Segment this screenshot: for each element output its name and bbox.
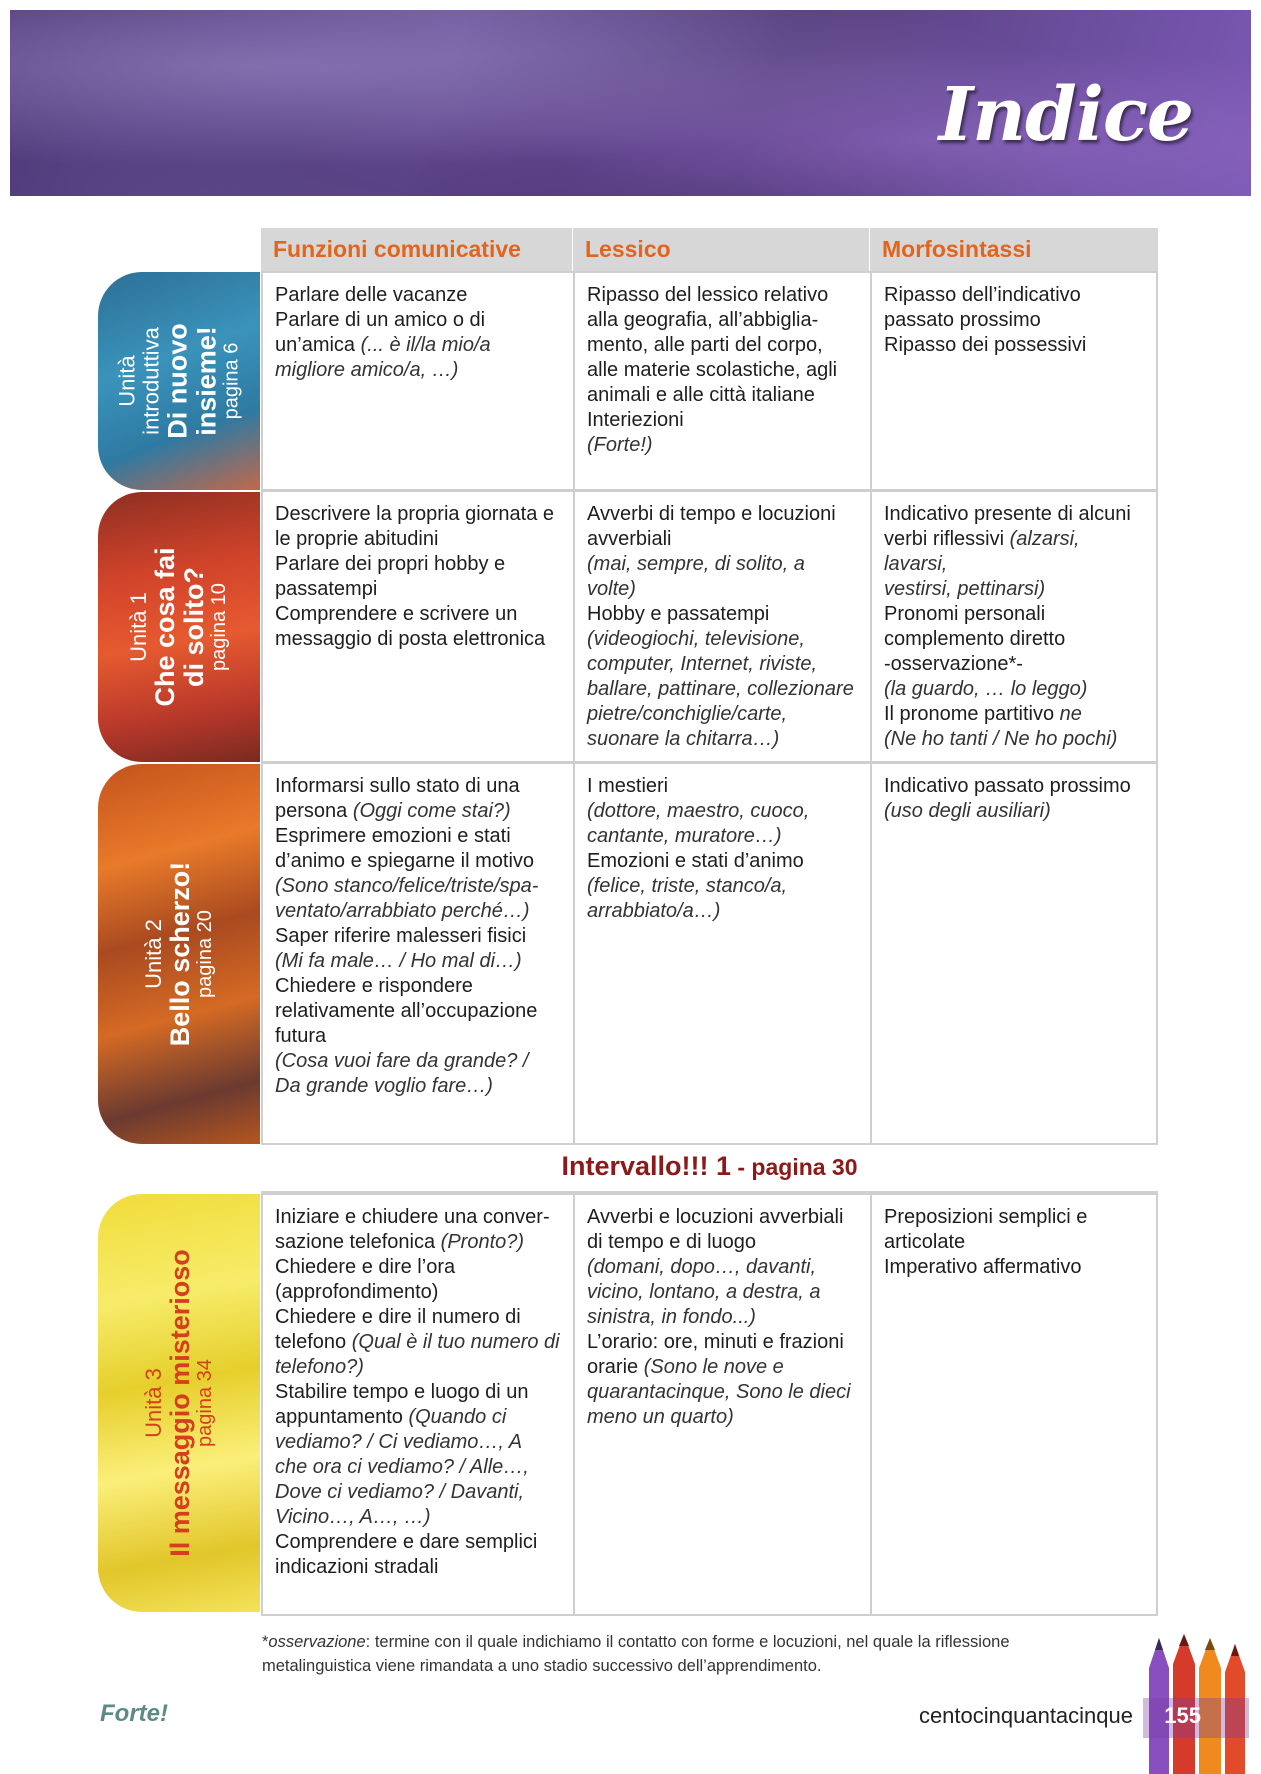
cell-line [587, 308, 858, 333]
line-text: mento, alle parti del corpo, [587, 334, 823, 356]
cell-line [587, 1330, 858, 1355]
line-italic: migliore amico/a, …) [275, 359, 459, 381]
intervallo-title: Intervallo!!! 1 [561, 1151, 731, 1181]
cell-line [884, 774, 1144, 799]
page-number: 155 [1164, 1703, 1201, 1728]
cell-line [884, 1255, 1144, 1280]
table-row [261, 762, 1158, 1145]
cell-line [275, 1380, 561, 1405]
cell-line [275, 1480, 561, 1505]
cell-funzioni [263, 273, 573, 489]
line-italic: (domani, dopo…, davanti, [587, 1256, 817, 1278]
cell-line [587, 677, 858, 702]
cell-line [275, 577, 561, 602]
cell-line [884, 308, 1144, 333]
cell-line [275, 333, 561, 358]
cell-line [275, 1280, 561, 1305]
line-text: Esprimere emozioni e stati [275, 825, 511, 847]
line-italic: (dottore, maestro, cuoco, [587, 800, 810, 822]
line-text: Indicativo presente di alcuni [884, 503, 1131, 525]
cell-line [275, 1205, 561, 1230]
cell-line [587, 1305, 858, 1330]
cell-morfosintassi [870, 764, 1156, 1143]
line-italic: (felice, triste, stanco/a, [587, 875, 788, 897]
cell-line [587, 824, 858, 849]
cell-line [587, 333, 858, 358]
line-italic: telefono?) [275, 1356, 364, 1378]
line-italic: Vicino…, A…, …) [275, 1506, 431, 1528]
cell-line [275, 1074, 561, 1099]
cell-morfosintassi [870, 273, 1156, 489]
line-italic: (Cosa vuoi fare da grande? / [275, 1050, 529, 1072]
table-row [261, 490, 1158, 763]
header-funzioni-comunicative: Funzioni comunicative [261, 228, 572, 271]
cell-line [275, 999, 561, 1024]
line-text: di tempo e di luogo [587, 1231, 757, 1253]
line-text: Avverbi di tempo e locuzioni [587, 503, 836, 525]
line-italic: (Sono stanco/felice/triste/spa- [275, 875, 539, 897]
line-text: Indicativo passato prossimo [884, 775, 1131, 797]
cell-line [275, 1555, 561, 1580]
line-text: animali e alle città italiane [587, 384, 815, 406]
cell-line [587, 1355, 858, 1380]
line-italic: vediamo? / Ci vediamo…, A [275, 1431, 523, 1453]
unit-label: Unità [114, 355, 140, 407]
cell-lessico [573, 273, 870, 489]
line-text: persona [275, 800, 348, 822]
line-text: Ripasso del lessico relativo [587, 284, 829, 306]
line-italic: vestirsi, pettinarsi) [884, 578, 1046, 600]
cell-line [275, 1405, 561, 1430]
cell-line [275, 627, 561, 652]
cell-line [275, 552, 561, 577]
cell-line [884, 727, 1144, 752]
cell-line [275, 527, 561, 552]
cell-line [884, 333, 1144, 358]
line-italic: (alzarsi, lavarsi, [884, 528, 1080, 575]
line-text: Informarsi sullo stato di una [275, 775, 520, 797]
cell-line [275, 308, 561, 333]
line-italic: (Qual è il tuo numero di [346, 1331, 560, 1353]
cell-line [275, 1355, 561, 1380]
line-text: passatempi [275, 578, 378, 600]
cell-line [587, 1280, 858, 1305]
cell-line [275, 1505, 561, 1530]
footnote [262, 1630, 1092, 1678]
unit-title-1: Il messaggio misterioso [164, 1249, 195, 1557]
cell-line [587, 358, 858, 383]
cell-line [275, 974, 561, 999]
cell-lessico [573, 1195, 870, 1614]
line-italic: vicino, lontano, a destra, a [587, 1281, 821, 1303]
cell-line [275, 1530, 561, 1555]
line-text: appuntamento [275, 1406, 403, 1428]
line-text: (approfondimento) [275, 1281, 439, 1303]
footnote-text: : termine con il quale indichiamo il contatto con forme e locuzioni, nel quale la riflessione metalinguistica viene rimandata a uno stadio successivo dell’apprendimento. [262, 1633, 1010, 1675]
cell-line [275, 358, 561, 383]
brand-logo: Forte! [100, 1700, 168, 1727]
cell-funzioni [263, 492, 573, 761]
line-text: passato prossimo [884, 309, 1041, 331]
line-text: articolate [884, 1231, 966, 1253]
cell-line [884, 702, 1144, 727]
cell-line [587, 502, 858, 527]
line-text: verbi riflessivi [884, 528, 1005, 550]
line-italic: (uso degli ausiliari) [884, 800, 1051, 822]
cell-line [275, 1305, 561, 1330]
line-italic: (Sono le nove e [638, 1356, 784, 1378]
unit-title-1: Di nuovo [161, 323, 192, 439]
line-text: Ripasso dell’indicativo [884, 284, 1081, 306]
unit-label: Unità 3 [140, 1368, 166, 1438]
cell-line [275, 1455, 561, 1480]
unit-tab-3[interactable] [98, 1194, 260, 1612]
unit-page: pagina 34 [193, 1359, 216, 1447]
line-text: Iniziare e chiudere una conver- [275, 1206, 550, 1228]
cell-line [275, 824, 561, 849]
cell-line [884, 1205, 1144, 1230]
line-italic: arrabbiato/a…) [587, 900, 721, 922]
line-text: le proprie abitudini [275, 528, 439, 550]
line-text: Comprendere e scrivere un [275, 603, 518, 625]
line-italic: (... è il/la mio/a [355, 334, 491, 356]
line-italic: Da grande voglio fare…) [275, 1075, 493, 1097]
header-banner [10, 10, 1251, 196]
unit-tab-intro[interactable] [98, 272, 260, 490]
line-text: Chiedere e rispondere [275, 975, 473, 997]
line-text: Preposizioni semplici e [884, 1206, 1088, 1228]
cell-line [275, 502, 561, 527]
line-text: indicazioni stradali [275, 1556, 439, 1578]
intervallo-heading [261, 1151, 1158, 1182]
cell-line [275, 1230, 561, 1255]
line-text: Interiezioni [587, 409, 684, 431]
line-italic: (videogiochi, televisione, [587, 628, 805, 650]
cell-line [587, 383, 858, 408]
pencils-icon [1143, 1628, 1249, 1774]
cell-line [587, 899, 858, 924]
line-italic: meno un quarto) [587, 1406, 734, 1428]
footnote-star: * [262, 1633, 269, 1651]
intervallo-page: - pagina 30 [730, 1154, 858, 1180]
line-text: Chiedere e dire il numero di [275, 1306, 521, 1328]
unit-sub: introduttiva [138, 327, 164, 435]
cell-line [884, 283, 1144, 308]
cell-line [275, 774, 561, 799]
line-italic: (Ne ho tanti / Ne ho pochi) [884, 728, 1118, 750]
page-title: Indice [938, 72, 1193, 158]
line-italic: ventato/arrabbiato perché…) [275, 900, 530, 922]
cell-line [275, 1049, 561, 1074]
cell-line [884, 799, 1144, 824]
line-text: alle materie scolastiche, agli [587, 359, 838, 381]
line-italic: suonare la chitarra…) [587, 728, 780, 750]
line-text: Il pronome partitivo [884, 703, 1060, 725]
line-italic: quarantacinque, Sono le dieci [587, 1381, 851, 1403]
line-italic: (la guardo, … lo leggo) [884, 678, 1088, 700]
unit-label: Unità 1 [126, 592, 152, 662]
cell-morfosintassi [870, 492, 1156, 761]
line-text: futura [275, 1025, 327, 1047]
cell-line [587, 874, 858, 899]
unit-title-1: Che cosa fai [149, 547, 180, 707]
cell-line [275, 1330, 561, 1355]
table-row [261, 1193, 1158, 1616]
line-text: Imperativo affermativo [884, 1256, 1082, 1278]
unit-title-2: di solito? [179, 567, 210, 687]
line-italic: ballare, pattinare, collezionare [587, 678, 854, 700]
line-text: Parlare dei propri hobby e [275, 553, 506, 575]
line-text: d’animo e spiegarne il motivo [275, 850, 535, 872]
line-text: Saper riferire malesseri fisici [275, 925, 527, 947]
cell-line [587, 1205, 858, 1230]
line-text: Emozioni e stati d’animo [587, 850, 804, 872]
line-italic: cantante, muratore…) [587, 825, 782, 847]
line-italic: ne [1059, 703, 1082, 725]
cell-line [587, 1255, 858, 1280]
cell-line [275, 924, 561, 949]
cell-line [587, 652, 858, 677]
line-text: Chiedere e dire l’ora [275, 1256, 456, 1278]
line-text: avverbiali [587, 528, 672, 550]
unit-page: pagina 20 [193, 910, 216, 998]
unit-tab-1[interactable] [98, 492, 260, 762]
cell-funzioni [263, 1195, 573, 1614]
line-text: un’amica [275, 334, 356, 356]
cell-line [884, 652, 1144, 677]
line-text: telefono [275, 1331, 347, 1353]
table-row [261, 271, 1158, 491]
cell-line [587, 552, 858, 602]
cell-line [884, 627, 1144, 652]
cell-line [275, 874, 561, 899]
cell-line [884, 602, 1144, 627]
line-text: Descrivere la propria giornata e [275, 503, 555, 525]
cell-line [884, 1230, 1144, 1255]
cell-line [587, 1380, 858, 1405]
cell-line [884, 677, 1144, 702]
cell-line [275, 1024, 561, 1049]
line-text: I mestieri [587, 775, 669, 797]
line-italic: Dove ci vediamo? / Davanti, [275, 1481, 525, 1503]
line-text: orarie [587, 1356, 639, 1378]
cell-funzioni [263, 764, 573, 1143]
line-text: Hobby e passatempi [587, 603, 770, 625]
unit-title-1: Bello scherzo! [164, 861, 195, 1047]
cell-line [587, 1230, 858, 1255]
line-text: Ripasso dei possessivi [884, 334, 1087, 356]
line-text: complemento diretto [884, 628, 1066, 650]
cell-line [884, 502, 1144, 527]
footnote-term: osservazione [268, 1633, 366, 1651]
page-number-words: centocinquantacinque [918, 1703, 1133, 1728]
line-text: sazione telefonica [275, 1231, 436, 1253]
unit-page: pagina 6 [220, 342, 243, 420]
cell-line [587, 527, 858, 552]
line-italic: (Quando ci [402, 1406, 507, 1428]
cell-line [275, 799, 561, 824]
line-text: relativamente all’occupazione [275, 1000, 538, 1022]
cell-line [275, 602, 561, 627]
line-italic: sinistra, in fondo...) [587, 1306, 756, 1328]
line-text: Avverbi e locuzioni avverbiali [587, 1206, 844, 1228]
cell-line [587, 849, 858, 874]
cell-line [587, 799, 858, 824]
cell-line [275, 949, 561, 974]
header-lessico: Lessico [573, 228, 869, 271]
cell-line [587, 283, 858, 308]
cell-line [587, 433, 858, 458]
line-italic: che ora ci vediamo? / Alle…, [275, 1456, 529, 1478]
line-italic: (Oggi come stai?) [347, 800, 511, 822]
cell-line [275, 283, 561, 308]
line-text: Pronomi personali [884, 603, 1046, 625]
header-morfosintassi: Morfosintassi [870, 228, 1158, 271]
line-text: Stabilire tempo e luogo di un [275, 1381, 529, 1403]
cell-line [275, 1430, 561, 1455]
unit-tab-2[interactable] [98, 764, 260, 1144]
cell-morfosintassi [870, 1195, 1156, 1614]
cell-lessico [573, 764, 870, 1143]
line-italic: (Forte!) [587, 434, 653, 456]
cell-line [587, 702, 858, 727]
line-text: -osservazione*- [884, 653, 1023, 675]
line-text: messaggio di posta elettronica [275, 628, 546, 650]
cell-line [587, 408, 858, 433]
cell-line [275, 849, 561, 874]
unit-title-2: insieme! [190, 326, 221, 436]
line-text: Parlare delle vacanze [275, 284, 468, 306]
cell-line [275, 1255, 561, 1280]
cell-line [275, 899, 561, 924]
line-text: L’orario: ore, minuti e frazioni [587, 1331, 844, 1353]
cell-line [587, 602, 858, 627]
cell-line [884, 527, 1144, 577]
cell-line [587, 1405, 858, 1430]
cell-line [587, 627, 858, 652]
line-italic: (mai, sempre, di solito, a volte) [587, 553, 805, 600]
line-italic: computer, Internet, riviste, [587, 653, 818, 675]
cell-lessico [573, 492, 870, 761]
line-italic: (Pronto?) [435, 1231, 525, 1253]
line-italic: pietre/conchiglie/carte, [587, 703, 788, 725]
unit-page: pagina 10 [208, 583, 231, 671]
line-text: Comprendere e dare semplici [275, 1531, 538, 1553]
line-text: alla geografia, all’abbiglia- [587, 309, 819, 331]
cell-line [587, 727, 858, 752]
unit-label: Unità 2 [140, 919, 166, 989]
line-italic: (Mi fa male… / Ho mal di…) [275, 950, 522, 972]
line-text: Parlare di un amico o di [275, 309, 486, 331]
cell-line [587, 774, 858, 799]
cell-line [884, 577, 1144, 602]
